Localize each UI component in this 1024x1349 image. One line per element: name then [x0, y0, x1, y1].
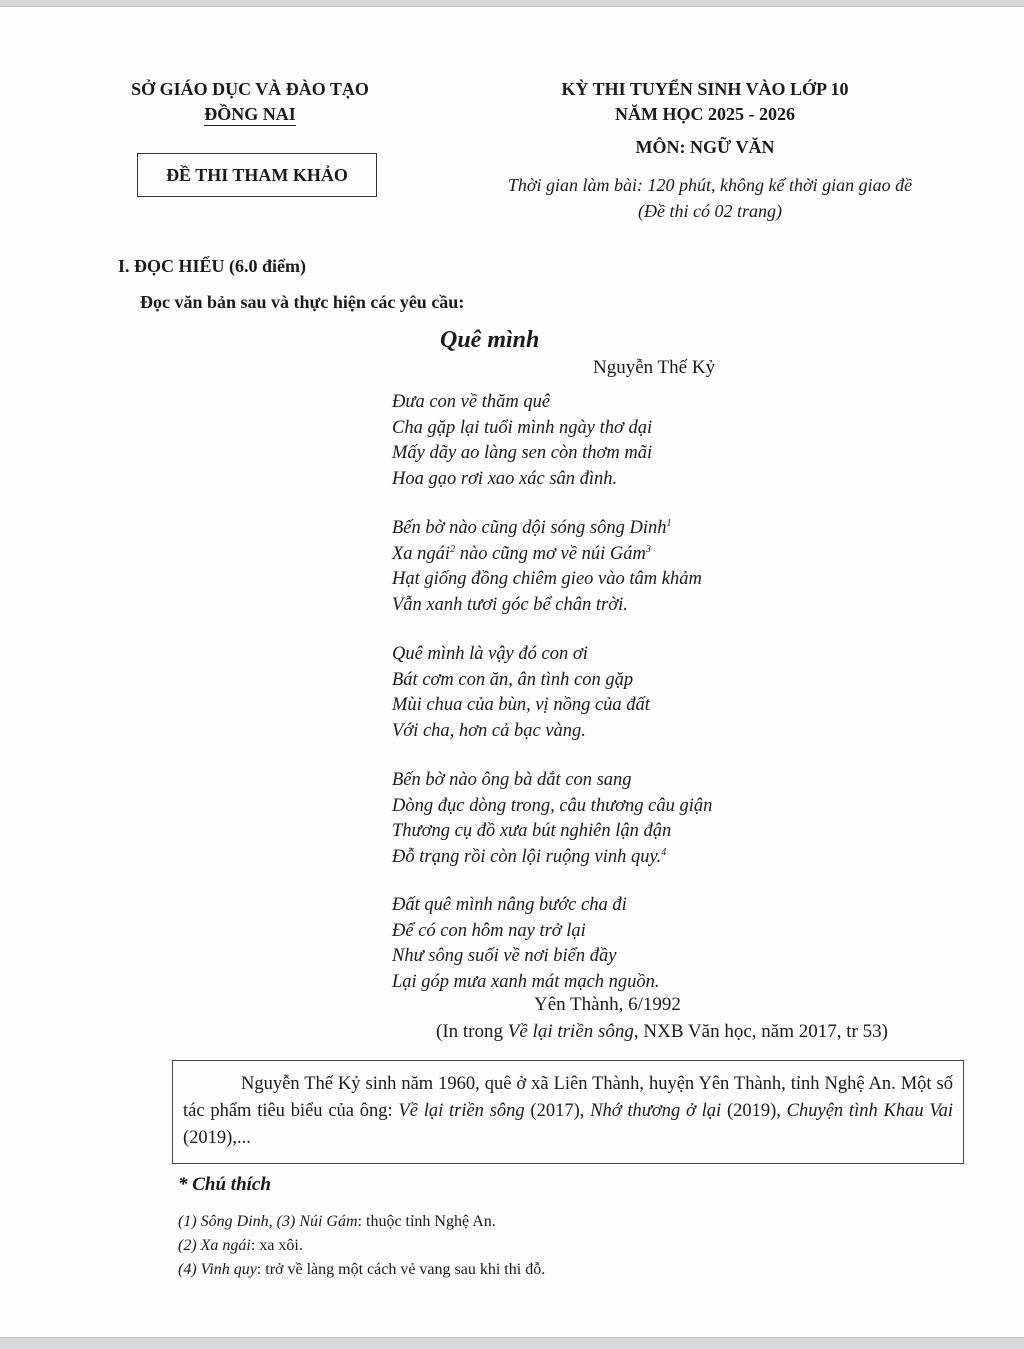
note-def: : thuộc tỉnh Nghệ An.: [357, 1213, 496, 1230]
page-count: (Đề thi có 02 trang): [638, 201, 782, 221]
exam-name: KỲ THI TUYỂN SINH VÀO LỚP 10: [561, 79, 849, 99]
bio-text: (2019),...: [183, 1128, 251, 1148]
exam-page: [0, 6, 1024, 1338]
note-item: [178, 1210, 545, 1234]
notes-list: [178, 1210, 545, 1282]
time-limit: Thời gian làm bài: 120 phút, không kể thời gian giao đề: [507, 175, 913, 195]
stanza-5: [392, 893, 812, 995]
poem-line: Cha gặp lại tuổi mình ngày thơ dại: [392, 417, 653, 438]
header-left: [100, 77, 400, 127]
poem-line: Thương cụ đồ xưa bút nghiên lận đận: [392, 821, 672, 841]
stanza-3: [392, 642, 812, 744]
place-date: Yên Thành, 6/1992: [534, 994, 681, 1015]
author-bio: [183, 1071, 953, 1152]
poem-line: Đưa con về thăm quê: [392, 392, 551, 412]
note-term: (4) Vinh quy: [178, 1261, 257, 1278]
department-name: SỞ GIÁO DỤC VÀ ĐÀO TẠO: [131, 79, 369, 99]
poem-line: Dòng đục dòng trong, câu thương câu giận: [392, 795, 713, 816]
notes-title: * Chú thích: [178, 1174, 271, 1195]
source-book: Về lại triền sông: [507, 1021, 634, 1042]
bio-text: (2017),: [524, 1101, 591, 1121]
poem-line: Với cha, hơn cả bạc vàng.: [392, 720, 586, 741]
school-year: NĂM HỌC 2025 - 2026: [615, 104, 795, 124]
poem-line: Quê mình là vậy đó con ơi: [392, 644, 588, 664]
poem-source: [436, 1021, 888, 1043]
header-right: [470, 77, 940, 127]
stanza-4: [392, 768, 812, 870]
poem-author: Nguyễn Thế Kỷ: [593, 357, 716, 378]
footnote-mark: 3: [645, 543, 651, 555]
bio-work: Nhớ thương ở lại: [590, 1101, 722, 1121]
note-def: : xa xôi.: [250, 1237, 303, 1254]
poem-line-text: Đỗ trạng rồi còn lội ruộng vinh quy.: [392, 846, 662, 867]
source-prefix: (In trong: [436, 1021, 508, 1042]
poem-line: [392, 542, 812, 568]
poem-line: Mấy dãy ao làng sen còn thơm mãi: [392, 443, 653, 463]
note-item: [178, 1258, 545, 1282]
footnote-mark: 1: [666, 517, 672, 529]
section-title: I. ĐỌC HIỂU (6.0 điểm): [118, 256, 306, 276]
bio-text: (2019),: [721, 1101, 787, 1121]
footnote-mark: 2: [450, 543, 456, 555]
section-instruction: Đọc văn bản sau và thực hiện các yêu cầu:: [140, 292, 465, 312]
poem-line: Hạt giống đồng chiêm gieo vào tâm khảm: [392, 569, 702, 589]
poem-line: Như sông suối về nơi biển đầy: [392, 946, 617, 966]
poem-line: Bến bờ nào ông bà dắt con sang: [392, 770, 632, 790]
bio-text: Nguyễn Thế Kỷ sinh năm 1960, quê ở xã Liên Thành, huyện Yên Thành, tỉnh Nghệ An. Một số tác phẩm tiêu biểu của ông:: [183, 1074, 953, 1121]
note-term: (2) Xa ngái: [178, 1237, 251, 1254]
poem-title: Quê mình: [440, 327, 540, 353]
footnote-mark: 4: [661, 846, 667, 858]
poem-line-text: nào cũng mơ về núi Gám: [459, 543, 646, 564]
time-info: [440, 172, 980, 224]
reference-exam-label: ĐỀ THI THAM KHẢO: [137, 153, 377, 197]
stanza-2: [392, 516, 812, 618]
poem-line: Đất quê mình nâng bước cha đi: [392, 895, 627, 915]
poem-line: Bát cơm con ăn, ân tình con gặp: [392, 669, 634, 690]
province-name: ĐỒNG NAI: [204, 104, 296, 124]
poem-line: Lại góp mưa xanh mát mạch nguồn.: [392, 971, 660, 992]
poem-line-text: Bến bờ nào cũng dội sóng sông Dinh: [392, 518, 667, 538]
poem-line: Để có con hôm nay trở lại: [392, 920, 586, 941]
source-suffix: , NXB Văn học, năm 2017, tr 53): [633, 1021, 888, 1042]
author-bio-box: [172, 1060, 964, 1164]
note-def: : trở về làng một cách vẻ vang sau khi thi đỗ.: [256, 1261, 546, 1278]
poem-line: Mùi chua của bùn, vị nồng của đất: [392, 695, 650, 715]
poem-line: Hoa gạo rơi xao xác sân đình.: [392, 468, 618, 489]
bio-work: Về lại triền sông: [398, 1101, 525, 1121]
poem-line-text: Xa ngái: [392, 543, 451, 564]
note-term: (1) Sông Dinh, (3) Núi Gám: [178, 1213, 358, 1230]
note-item: [178, 1234, 545, 1258]
poem-line: Vẫn xanh tươi góc bể chân trời.: [392, 594, 628, 615]
poem-line: [392, 516, 812, 542]
subject: MÔN: NGỮ VĂN: [635, 137, 775, 157]
bio-work: Chuyện tình Khau Vai: [786, 1101, 953, 1121]
poem-line: [392, 845, 812, 871]
stanza-1: [392, 390, 812, 492]
